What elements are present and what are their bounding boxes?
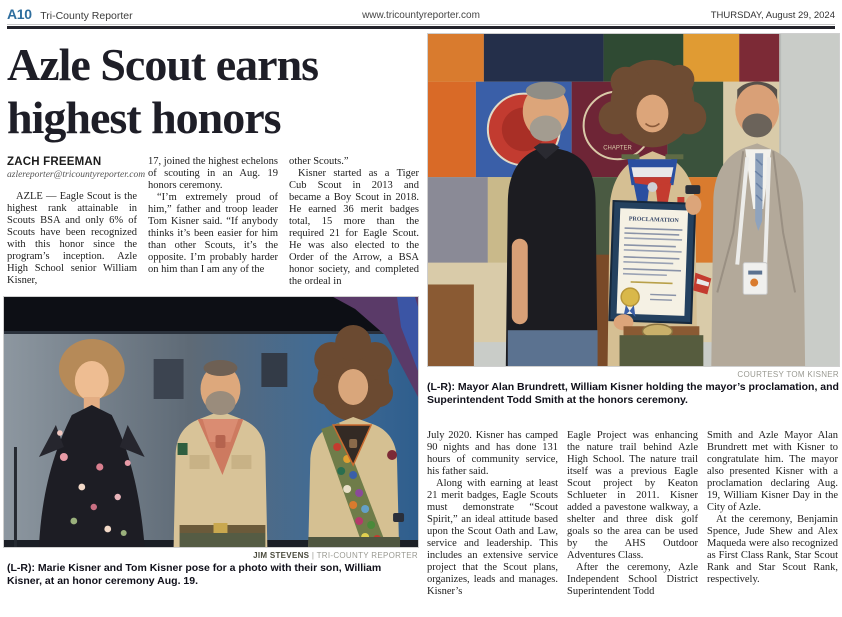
photo-caption-left: (L-R): Marie Kisner and Tom Kisner pose for a photo with their son, William Kisner, at an honor ceremony Aug. 19. — [7, 562, 382, 587]
header-rule-thin — [7, 24, 835, 25]
byline-email: azlereporter@tricountyreporter.com — [7, 170, 146, 180]
photo-family-illustration — [4, 297, 418, 547]
continuation-columns — [427, 430, 840, 598]
lead-column-1 — [7, 156, 146, 294]
body-paragraph: other Scouts.” — [289, 156, 349, 167]
body-paragraph: Along with earning at least 21 merit badges, Eagle Scouts must demonstrate “Scout Spirit,” an ideal attitude based upon the Scout Oath and Law, service and leadership. This includes an extensive service project that the Scout plans, organizes, leads and manages. Kisner’s — [427, 478, 558, 597]
caption-left-block — [7, 551, 418, 587]
photo-proclamation-illustration — [428, 34, 839, 366]
body-paragraph: Kisner started as a Tiger Cub Scout in 2013 and became a Boy Scout in 2018. He earned 36 merit badges total, 15 more than the required 21 for Eagle Scout. He was also elected to the Order of the Arrow, a BSA honor society, and completed the ordeal in — [289, 168, 419, 287]
page-number: A10 — [7, 6, 32, 22]
body-paragraph: 17, joined the highest echelons of scouting in an Aug. 19 honors ceremony. — [148, 156, 278, 191]
photo-family-ceremony — [3, 296, 419, 548]
continuation-column-2 — [567, 430, 698, 598]
photo-credit-org: | TRI-COUNTY REPORTER — [311, 551, 418, 560]
person-william-kisner-right — [599, 60, 712, 366]
lead-column-3 — [289, 156, 419, 294]
continuation-column-3 — [707, 430, 838, 598]
body-paragraph: July 2020. Kisner has camped 90 nights and has done 131 hours of community service, his father said. — [427, 430, 558, 477]
lead-column-2 — [148, 156, 278, 294]
issue-date: THURSDAY, August 29, 2024 — [710, 10, 835, 21]
quilt-chapter-label: CHAPTER — [603, 145, 632, 152]
publication-name: Tri-County Reporter — [40, 10, 133, 22]
body-paragraph: At the ceremony, Benjamin Spence, Jude Shew and Alex Maqueda were also recognized as First Class Rank, Star Scout Rank and Star Scout Rank, respectively. — [707, 514, 838, 585]
byline-author: ZACH FREEMAN — [7, 156, 102, 168]
proclamation-frame — [609, 201, 695, 323]
publication-website: www.tricountyreporter.com — [362, 10, 480, 21]
article-headline: Azle Scout earns highest honors — [7, 39, 319, 143]
photo-credit-name: JIM STEVENS — [253, 551, 310, 560]
proclamation-title: PROCLAMATION — [628, 216, 679, 225]
body-paragraph: Smith and Azle Mayor Alan Brundrett met with Kisner to congratulate him. The mayor also presented Kisner with a proclamation declaring Aug. 19, William Kisner Day in the City of Azle. — [707, 430, 838, 513]
body-paragraph: AZLE — Eagle Scout is the highest rank attainable in Scouts BSA and only 6% of Scouts have been recognized with this honor since the program’s inception. Azle High School senior William Kisner, — [7, 191, 137, 286]
photo-credit-right: COURTESY TOM KISNER — [737, 370, 839, 379]
caption-right-block — [427, 370, 839, 406]
body-paragraph: After the ceremony, Azle Independent School District Superintendent Todd — [567, 562, 698, 597]
body-paragraph: “I’m extremely proud of him,” father and troop leader Tom Kisner said. “If anybody thinks it’s been easier for him than other Scouts, it’s the opposite. I’m probably harder on him than I am any of the — [148, 192, 278, 275]
photo-caption-right: (L-R): Mayor Alan Brundrett, William Kisner holding the mayor’s proclamation, and Superintendent Todd Smith at the honors ceremony. — [427, 381, 839, 406]
continuation-column-1 — [427, 430, 558, 598]
lead-columns — [7, 156, 419, 294]
photo-credit-left — [7, 551, 418, 560]
photo-proclamation-ceremony — [427, 33, 840, 367]
body-paragraph: Eagle Project was enhancing the nature trail behind Azle High School. The nature trail itself was a previous Eagle Scout project by Keaton Schlueter in 2011. Kisner added a pavestone walkway, a shelter and three disk golf goals so the area can be used by the AHS Outdoor Adventures Class. — [567, 430, 698, 561]
page-header — [7, 6, 835, 24]
header-rule-thick — [7, 26, 835, 29]
